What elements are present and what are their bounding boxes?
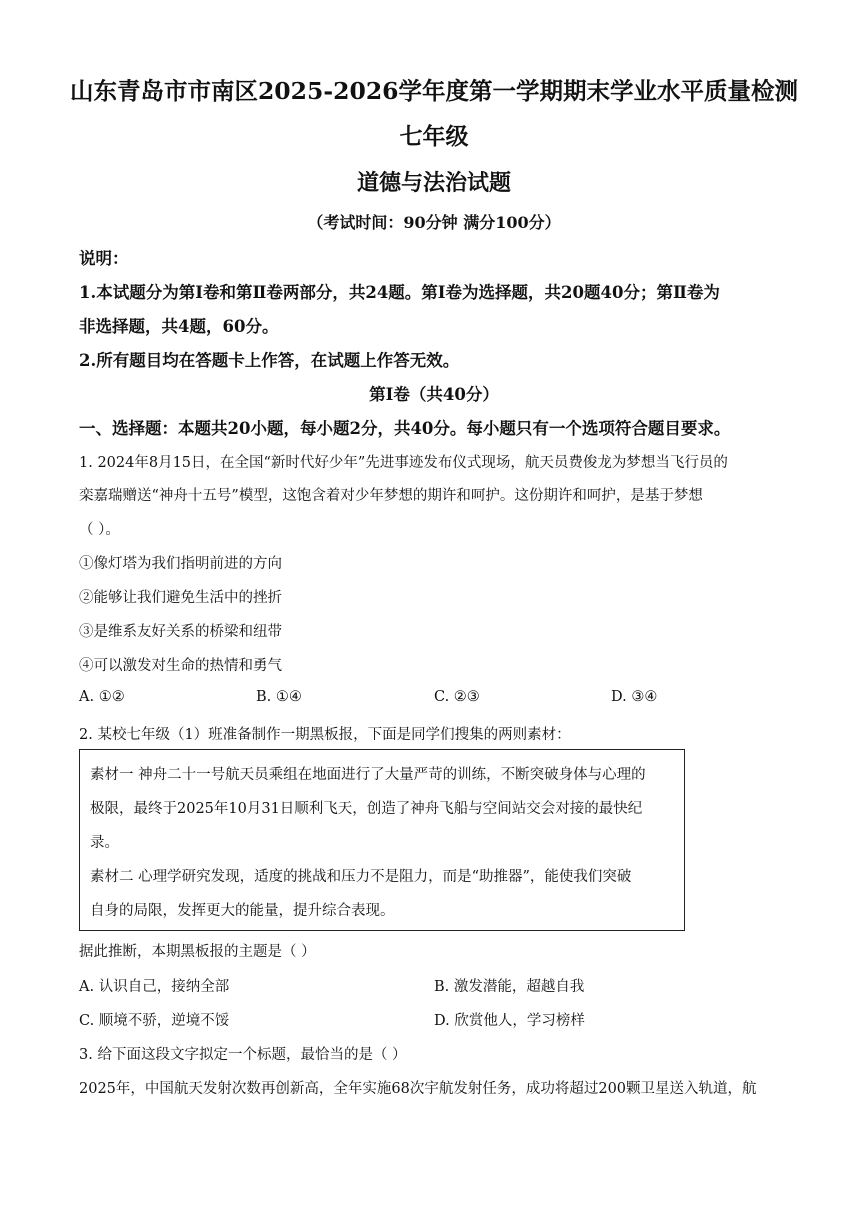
q1-option-b: B. ①④ (256, 689, 302, 705)
q2-box-line-3: 录。 (90, 835, 119, 851)
q1-line2: 栾嘉瑞赠送“神舟十五号”模型，这饱含着对少年梦想的期许和呵护。这份期许和呵护，是基于梦想 (79, 488, 703, 504)
subject-title: 道德与法治试题 (356, 170, 511, 196)
exam-info: （考试时间：90分钟 满分100分） (307, 213, 561, 232)
q1-item-4: ④可以激发对生命的热情和勇气 (79, 658, 282, 674)
q1-option-c: C. ②③ (434, 689, 480, 705)
q1-item-3: ③是维系友好关系的桥梁和纽带 (79, 624, 282, 640)
q2-box-line-5: 自身的局限，发挥更大的能量，提升综合表现。 (90, 903, 395, 919)
q2-option-c: C. 顺境不骄，逆境不馁 (79, 1013, 230, 1029)
q3-stem: 3. 给下面这段文字拟定一个标题，最恰当的是（ ） (79, 1047, 407, 1063)
q3-line1: 2025年，中国航天发射次数再创新高，全年实施68次宇航发射任务，成功将超过200颗卫星送入轨道，航 (79, 1081, 757, 1097)
instruction-1a: 1.本试题分为第Ⅰ卷和第Ⅱ卷两部分，共24题。第Ⅰ卷为选择题，共20题40分；第Ⅱ卷为 (79, 283, 720, 302)
q2-box-line-4: 素材二 心理学研究发现，适度的挑战和压力不是阻力，而是“助推器”，能使我们突破 (90, 869, 632, 885)
q2-material-box (79, 749, 685, 931)
exam-title: 山东青岛市市南区2025-2026学年度第一学期期末学业水平质量检测 (69, 77, 799, 105)
section-heading: 一、选择题：本题共20小题，每小题2分，共40分。每小题只有一个选项符合题目要求。 (79, 419, 731, 438)
q2-option-d: D. 欣赏他人，学习榜样 (434, 1013, 585, 1029)
instruction-1b: 非选择题，共4题，60分。 (79, 317, 279, 336)
q1-line3: （ ）。 (79, 522, 120, 538)
q2-stem: 2. 某校七年级（1）班准备制作一期黑板报，下面是同学们搜集的两则素材： (79, 727, 571, 743)
q2-option-a: A. 认识自己，接纳全部 (79, 979, 230, 995)
q1-line1: 1. 2024年8月15日，在全国“新时代好少年”先进事迹发布仪式现场，航天员费俊龙为梦想当飞行员的 (79, 455, 728, 471)
q1-item-2: ②能够让我们避免生活中的挫折 (79, 590, 282, 606)
instructions-label: 说明： (79, 249, 129, 268)
q1-option-d: D. ③④ (611, 689, 658, 705)
q2-box-line-2: 极限，最终于2025年10月31日顺利飞天，创造了神舟飞船与空间站交会对接的最快纪 (90, 801, 643, 817)
q2-question: 据此推断，本期黑板报的主题是（ ） (79, 944, 316, 960)
q1-item-1: ①像灯塔为我们指明前进的方向 (79, 556, 282, 572)
grade-title: 七年级 (399, 123, 469, 150)
instruction-2: 2.所有题目均在答题卡上作答，在试题上作答无效。 (79, 351, 460, 370)
q1-option-a: A. ①② (79, 689, 125, 705)
section-title: 第Ⅰ卷（共40分） (369, 385, 499, 404)
q2-option-b: B. 激发潜能，超越自我 (434, 979, 585, 995)
q2-box-line-1: 素材一 神舟二十一号航天员乘组在地面进行了大量严苛的训练，不断突破身体与心理的 (90, 767, 646, 783)
